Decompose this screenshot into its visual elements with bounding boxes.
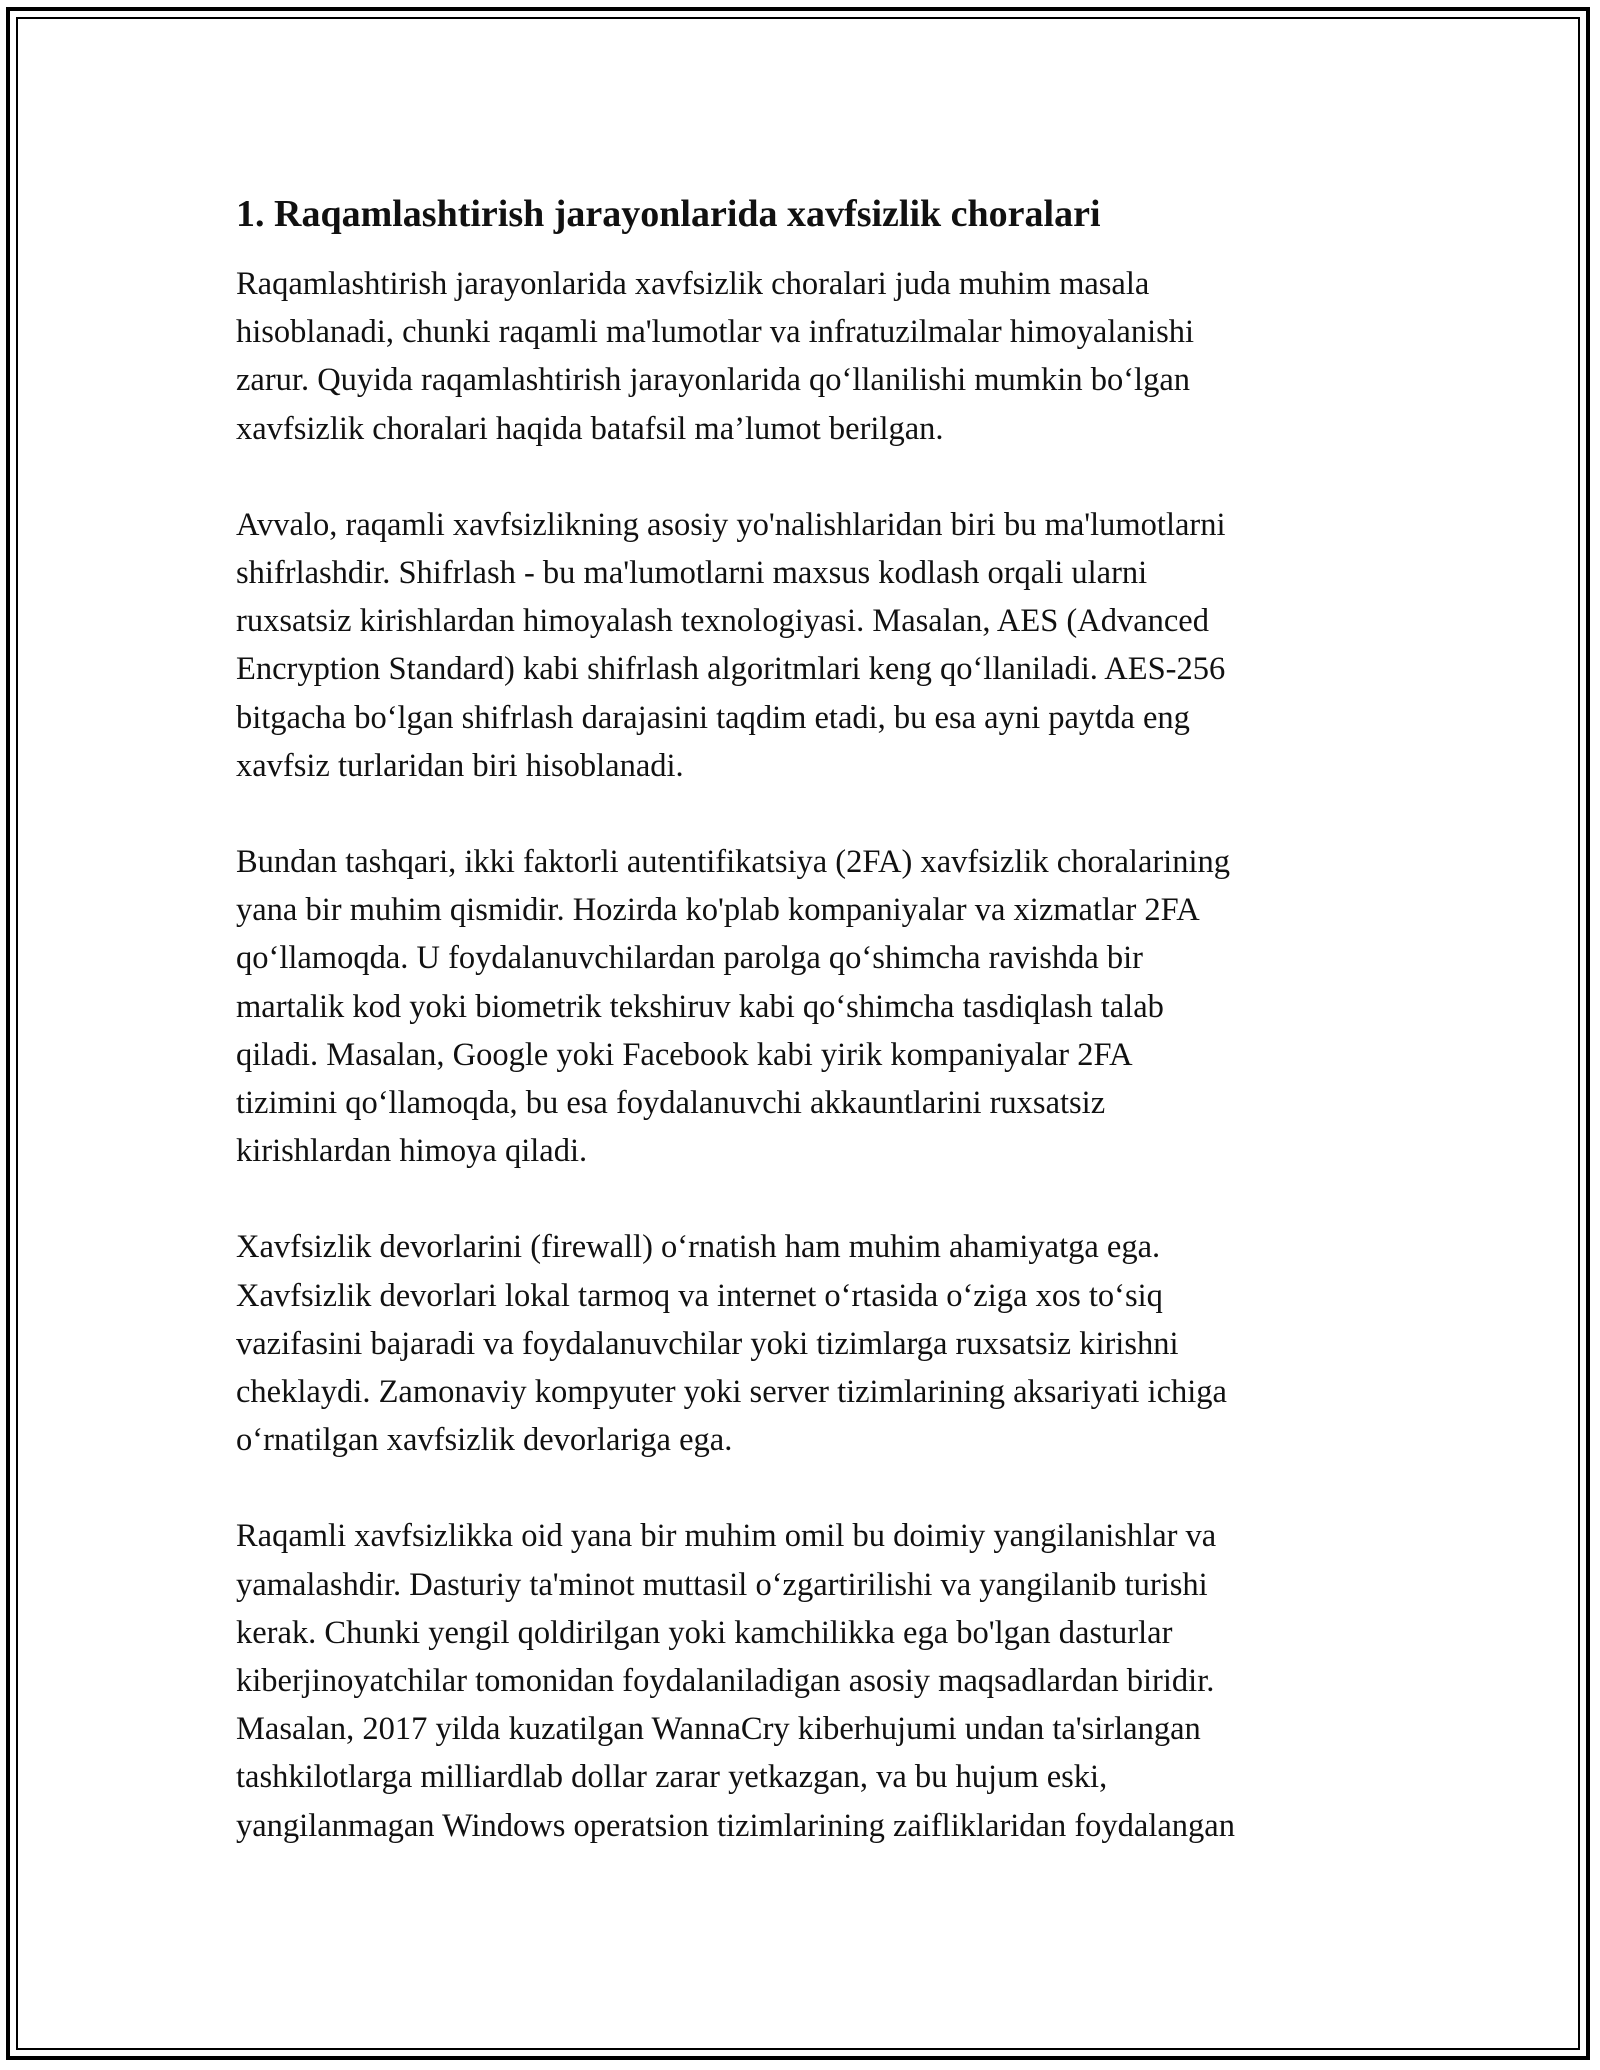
document-body: [236, 186, 1386, 1850]
paragraph-2fa: Bundan tashqari, ikki faktorli autentifikatsiya (2FA) xavfsizlik choralarining yana bir muhim qismidir. Hozirda ko'plab kompaniyalar va xizmatlar 2FA qo‘llamoqda. U foydalanuvchilardan parolga qo‘shimcha ravishda bir martalik kod yoki biometrik tekshiruv kabi qo‘shimcha tasdiqlash talab qiladi. Masalan, Google yoki Facebook kabi yirik kompaniyalar 2FA tizimini qo‘llamoqda, bu esa foydalanuvchi akkauntlarini ruxsatsiz kirishlardan himoya qiladi.: [236, 844, 1230, 1170]
paragraph-intro: Raqamlashtirish jarayonlarida xavfsizlik choralari juda muhim masala hisoblanadi, chunki raqamli ma'lumotlar va infratuzilmalar himoyalanishi zarur. Quyida raqamlashtirish jarayonlarida qo‘llanilishi mumkin bo‘lgan xavfsizlik choralari haqida batafsil ma’lumot berilgan.: [236, 266, 1195, 447]
paragraph-updates: Raqamli xavfsizlikka oid yana bir muhim omil bu doimiy yangilanishlar va yamalashdir. Dasturiy ta'minot muttasil o‘zgartirilishi va yangilanib turishi kerak. Chunki yengil qoldirilgan yoki kamchilikka ega bo'lgan dasturlar kiberjinoyatchilar tomonidan foydalaniladigan asosiy maqsadlardan biridir. Masalan, 2017 yilda kuzatilgan WannaCry kiberhujumi undan ta'sirlangan tashkilotlarga milliardlab dollar zarar yetkazgan, va bu hujum eski, yangilanmagan Windows operatsion tizimlarining zaifliklaridan foydalangan: [236, 1518, 1235, 1844]
section-title: 1. Raqamlashtirish jarayonlarida xavfsizlik choralari: [236, 193, 1101, 235]
paragraph-firewall: Xavfsizlik devorlarini (firewall) o‘rnatish ham muhim ahamiyatga ega. Xavfsizlik devorlari lokal tarmoq va internet o‘rtasida o‘ziga xos to‘siq vazifasini bajaradi va foydalanuvchilar yoki tizimlarga ruxsatsiz kirishni cheklaydi. Zamonaviy kompyuter yoki server tizimlarining aksariyati ichiga o‘rnatilgan xavfsizlik devorlariga ega.: [236, 1229, 1227, 1459]
paragraph-encryption: Avvalo, raqamli xavfsizlikning asosiy yo'nalishlaridan biri bu ma'lumotlarni shifrlashdir. Shifrlash - bu ma'lumotlarni maxsus kodlash orqali ularni ruxsatsiz kirishlardan himoyalash texnologiyasi. Masalan, AES (Advanced Encryption Standard) kabi shifrlash algoritmlari keng qo‘llaniladi. AES-256 bitgacha bo‘lgan shifrlash darajasini taqdim etadi, bu esa ayni paytda eng xavfsiz turlaridan biri hisoblanadi.: [236, 506, 1226, 784]
